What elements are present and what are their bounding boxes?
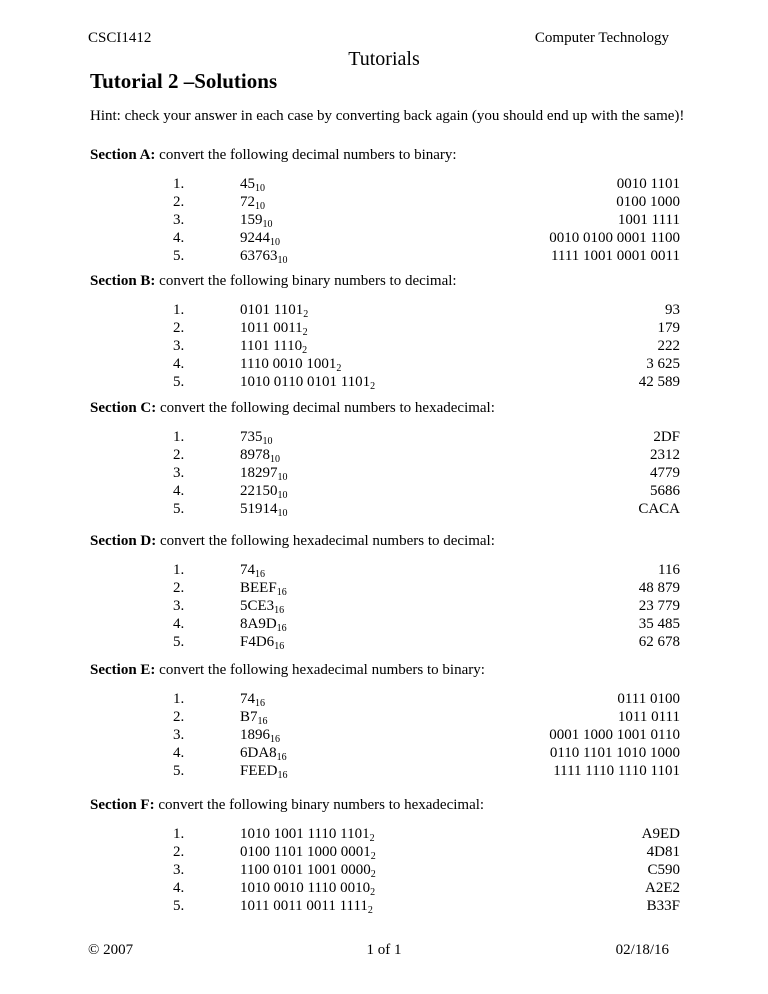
section-heading [90, 660, 680, 680]
item-number: 2. [173, 844, 185, 860]
base-subscript: 16 [274, 641, 285, 652]
answer-value: 1111 1001 0001 0011 [550, 248, 680, 264]
question-value [240, 355, 341, 373]
list-item [90, 762, 680, 780]
footer-copyright: © 2007 [88, 942, 134, 958]
question-number: 18297 [240, 465, 278, 481]
base-subscript: 2 [370, 381, 376, 392]
question-value [240, 579, 287, 597]
item-number: 5. [173, 248, 185, 264]
question-value [240, 482, 288, 500]
list-item [90, 690, 680, 708]
item-number: 2. [173, 447, 185, 463]
question-number: 1101 1110 [240, 338, 303, 354]
base-subscript: 16 [276, 587, 287, 598]
item-number: 3. [173, 338, 185, 354]
question-value [240, 428, 273, 446]
answer-value: CACA [638, 501, 680, 517]
list-item [90, 229, 680, 247]
section-heading [90, 795, 680, 815]
answer-value: 35 485 [638, 616, 680, 632]
list-item [90, 825, 680, 843]
question-value [240, 229, 280, 247]
question-value [240, 561, 265, 579]
item-number: 4. [173, 483, 185, 499]
question-number: 6DA8 [240, 745, 277, 761]
base-subscript: 2 [302, 327, 308, 338]
question-number: 22150 [240, 483, 278, 499]
list-item [90, 464, 680, 482]
item-number: 4. [173, 616, 185, 632]
item-number: 3. [173, 598, 185, 614]
question-number: 45 [240, 176, 255, 192]
list-item [90, 337, 680, 355]
answer-value: B33F [646, 898, 680, 914]
list-item [90, 615, 680, 633]
base-subscript: 16 [255, 698, 265, 709]
question-number: 51914 [240, 501, 278, 517]
base-subscript: 10 [277, 490, 288, 501]
item-number: 1. [173, 176, 185, 192]
answer-value: 5686 [650, 483, 680, 499]
answer-value: 0010 0100 0001 1100 [549, 230, 680, 246]
section-heading [90, 271, 680, 291]
question-number: 1896 [240, 727, 270, 743]
question-number: B7 [240, 709, 258, 725]
item-number: 5. [173, 374, 185, 390]
question-value [240, 744, 287, 762]
item-number: 3. [173, 465, 185, 481]
base-subscript: 16 [277, 770, 288, 781]
list-item [90, 373, 680, 391]
answer-value: 179 [657, 320, 680, 336]
question-number: F4D6 [240, 634, 275, 650]
list-item [90, 500, 680, 518]
question-value [240, 726, 280, 744]
question-value [240, 897, 373, 915]
question-number: 8A9D [240, 616, 277, 632]
base-subscript: 2 [336, 363, 342, 374]
item-number: 4. [173, 230, 185, 246]
list-item [90, 446, 680, 464]
list-item [90, 211, 680, 229]
answer-value: 0010 1101 [616, 176, 680, 192]
list-item [90, 843, 680, 861]
answer-value: 23 779 [638, 598, 680, 614]
question-value [240, 211, 273, 229]
question-value [240, 762, 288, 780]
question-number: 1110 0010 1001 [240, 356, 337, 372]
section-instruction: convert the following hexadecimal numbers to decimal: [156, 533, 495, 549]
base-subscript: 10 [262, 219, 273, 230]
base-subscript: 10 [255, 183, 265, 194]
item-number: 3. [173, 727, 185, 743]
answer-value: 222 [657, 338, 680, 354]
answer-value: 2312 [650, 447, 680, 463]
base-subscript: 10 [270, 454, 280, 465]
list-item [90, 428, 680, 446]
question-number: 8978 [240, 447, 270, 463]
document-title: Tutorial 2 –Solutions [90, 69, 278, 93]
answer-value: C590 [647, 862, 680, 878]
base-subscript: 16 [270, 734, 280, 745]
section-heading [90, 398, 680, 418]
item-number: 1. [173, 429, 185, 445]
header-center-title: Tutorials [348, 48, 420, 70]
question-value [240, 175, 265, 193]
base-subscript: 10 [277, 472, 288, 483]
base-subscript: 10 [255, 201, 265, 212]
question-value [240, 615, 287, 633]
list-item [90, 579, 680, 597]
item-number: 4. [173, 880, 185, 896]
question-number: 1011 0011 0011 1111 [240, 898, 368, 914]
base-subscript: 16 [274, 605, 285, 616]
base-subscript: 2 [370, 887, 376, 898]
question-value [240, 708, 268, 726]
section-d [90, 531, 680, 651]
answer-value: 48 879 [638, 580, 680, 596]
section-a [90, 145, 680, 265]
question-value [240, 301, 308, 319]
hint-text: Hint: check your answer in each case by converting back again (you should end up with the same)! [90, 108, 685, 124]
item-number: 1. [173, 562, 185, 578]
answer-value: 116 [658, 562, 680, 578]
question-number: 0100 1101 1000 0001 [240, 844, 371, 860]
list-item [90, 193, 680, 211]
list-item [90, 879, 680, 897]
section-instruction: convert the following decimal numbers to binary: [155, 147, 457, 163]
section-b [90, 271, 680, 391]
list-item [90, 861, 680, 879]
answer-value: 4779 [650, 465, 680, 481]
answer-value: 4D81 [646, 844, 680, 860]
item-number: 2. [173, 194, 185, 210]
list-item [90, 708, 680, 726]
section-heading [90, 145, 680, 165]
section-heading [90, 531, 680, 551]
base-subscript: 16 [276, 623, 287, 634]
question-value [240, 633, 284, 651]
item-number: 5. [173, 634, 185, 650]
question-value [240, 825, 375, 843]
section-f [90, 795, 680, 915]
question-value [240, 373, 375, 391]
question-list [90, 301, 680, 391]
item-number: 5. [173, 898, 185, 914]
question-number: 1010 0110 0101 1101 [240, 374, 371, 390]
answer-value: 1001 1111 [617, 212, 680, 228]
question-value [240, 597, 284, 615]
item-number: 2. [173, 320, 185, 336]
section-label: Section F: [90, 797, 155, 813]
base-subscript: 16 [255, 569, 265, 580]
list-item [90, 301, 680, 319]
question-number: 72 [240, 194, 255, 210]
item-number: 5. [173, 763, 185, 779]
base-subscript: 2 [370, 851, 376, 862]
answer-value: 62 678 [638, 634, 680, 650]
question-number: 63763 [240, 248, 278, 264]
question-number: BEEF [240, 580, 277, 596]
question-value [240, 843, 376, 861]
question-value [240, 319, 308, 337]
item-number: 2. [173, 580, 185, 596]
section-label: Section E: [90, 662, 156, 678]
section-instruction: convert the following hexadecimal numbers to binary: [155, 662, 485, 678]
list-item [90, 897, 680, 915]
section-label: Section A: [90, 147, 156, 163]
item-number: 4. [173, 356, 185, 372]
base-subscript: 2 [302, 345, 308, 356]
list-item [90, 744, 680, 762]
answer-value: A2E2 [645, 880, 680, 896]
answer-value: 1011 0111 [617, 709, 680, 725]
list-item [90, 561, 680, 579]
question-number: 735 [240, 429, 263, 445]
base-subscript: 2 [369, 833, 375, 844]
list-item [90, 247, 680, 265]
answer-value: A9ED [641, 826, 680, 842]
base-subscript: 16 [257, 716, 268, 727]
base-subscript: 16 [276, 752, 287, 763]
section-instruction: convert the following decimal numbers to hexadecimal: [156, 400, 495, 416]
question-number: 1011 0011 [240, 320, 303, 336]
item-number: 5. [173, 501, 185, 517]
base-subscript: 2 [370, 869, 376, 880]
question-number: 159 [240, 212, 263, 228]
base-subscript: 10 [277, 255, 288, 266]
list-item [90, 355, 680, 373]
base-subscript: 2 [367, 905, 373, 916]
section-label: Section B: [90, 273, 156, 289]
section-c [90, 398, 680, 518]
question-number: 74 [240, 691, 255, 707]
item-number: 1. [173, 826, 185, 842]
answer-value: 42 589 [638, 374, 680, 390]
question-number: 1010 1001 1110 1101 [240, 826, 370, 842]
question-number: 74 [240, 562, 255, 578]
question-value [240, 247, 288, 265]
list-item [90, 482, 680, 500]
item-number: 2. [173, 709, 185, 725]
question-list [90, 175, 680, 265]
list-item [90, 633, 680, 651]
list-item [90, 175, 680, 193]
question-value [240, 879, 375, 897]
answer-value: 3 625 [646, 356, 680, 372]
question-number: 9244 [240, 230, 270, 246]
list-item [90, 597, 680, 615]
section-e [90, 660, 680, 780]
question-value [240, 861, 376, 879]
item-number: 3. [173, 862, 185, 878]
question-list [90, 561, 680, 651]
list-item [90, 726, 680, 744]
section-instruction: convert the following binary numbers to hexadecimal: [154, 797, 485, 813]
answer-value: 2DF [653, 429, 680, 445]
question-list [90, 825, 680, 915]
question-number: FEED [240, 763, 278, 779]
answer-value: 0001 1000 1001 0110 [549, 727, 680, 743]
footer-date: 02/18/16 [615, 942, 669, 958]
answer-value: 1111 1110 1110 1101 [553, 763, 680, 779]
question-value [240, 500, 288, 518]
section-instruction: convert the following binary numbers to decimal: [155, 273, 457, 289]
base-subscript: 10 [262, 436, 273, 447]
list-item [90, 319, 680, 337]
item-number: 4. [173, 745, 185, 761]
answer-value: 93 [665, 302, 680, 318]
item-number: 1. [173, 302, 185, 318]
question-value [240, 193, 265, 211]
question-list [90, 690, 680, 780]
question-value [240, 337, 307, 355]
section-label: Section C: [90, 400, 157, 416]
answer-value: 0111 0100 [617, 691, 680, 707]
base-subscript: 10 [277, 508, 288, 519]
question-number: 0101 1101 [240, 302, 304, 318]
base-subscript: 10 [270, 237, 280, 248]
question-value [240, 464, 288, 482]
footer-page-number: 1 of 1 [366, 942, 402, 958]
item-number: 3. [173, 212, 185, 228]
question-list [90, 428, 680, 518]
question-value [240, 446, 280, 464]
question-number: 1100 0101 1001 0000 [240, 862, 371, 878]
answer-value: 0110 1101 1010 1000 [549, 745, 680, 761]
header-subject: Computer Technology [534, 30, 669, 46]
base-subscript: 2 [303, 309, 309, 320]
header-course-code: CSCI1412 [88, 30, 152, 46]
item-number: 1. [173, 691, 185, 707]
question-number: 1010 0010 1110 0010 [240, 880, 371, 896]
answer-value: 0100 1000 [616, 194, 680, 210]
question-number: 5CE3 [240, 598, 275, 614]
section-label: Section D: [90, 533, 157, 549]
question-value [240, 690, 265, 708]
